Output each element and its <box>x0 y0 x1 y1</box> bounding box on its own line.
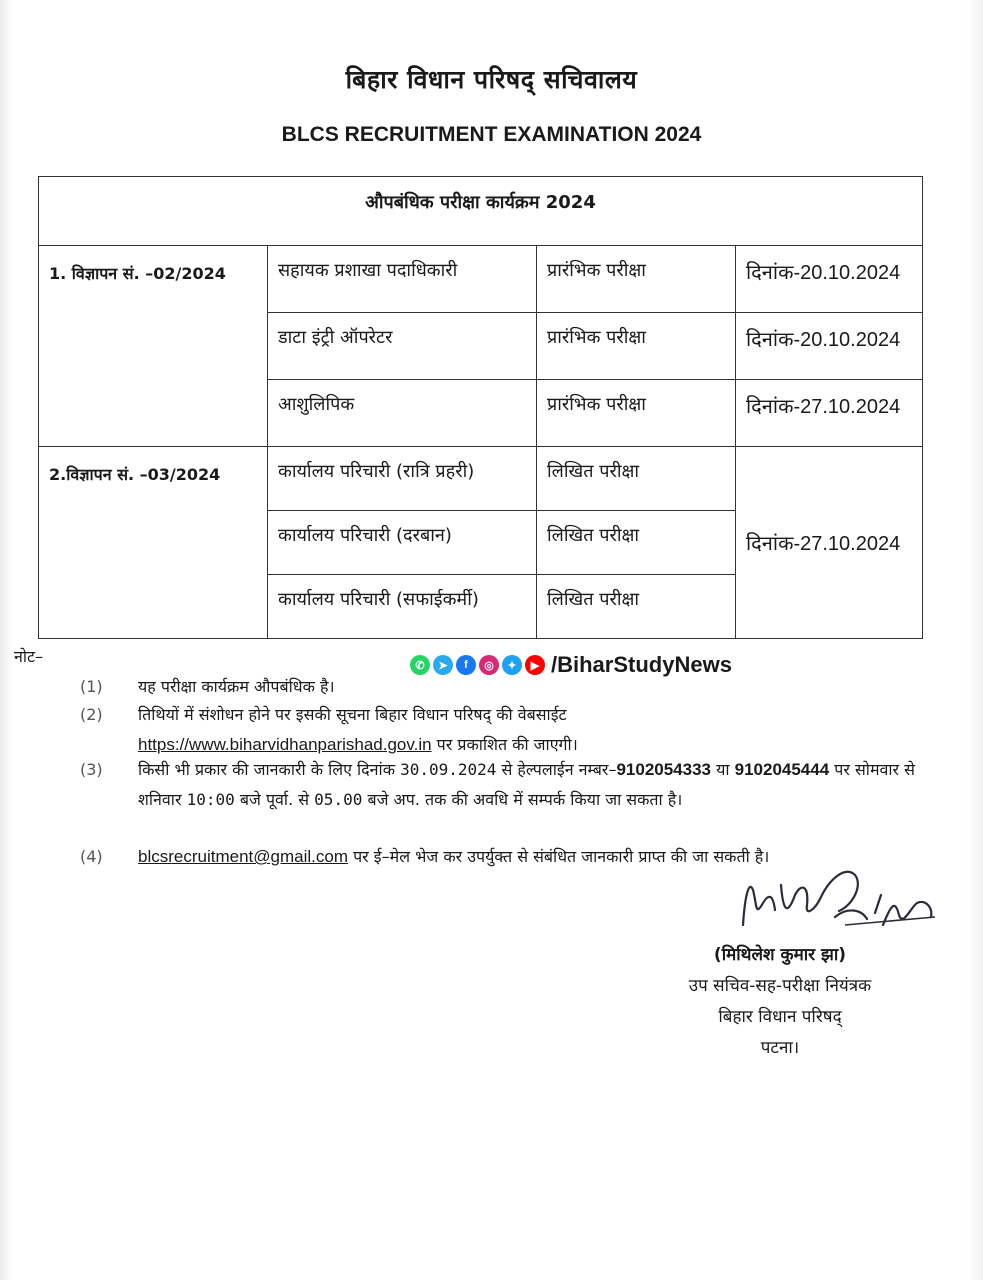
helpline-number: 9102045444 <box>734 760 830 779</box>
note-number: (2) <box>80 705 103 724</box>
post-name: कार्यालय परिचारी (सफाईकर्मी) <box>268 575 537 639</box>
end-time: 05.00 <box>314 790 363 809</box>
exam-type: प्रारंभिक परीक्षा <box>537 246 736 313</box>
signatory-city: पटना। <box>760 1038 800 1058</box>
twitter-icon: ✦ <box>502 655 522 675</box>
advertisement-number: 2.विज्ञापन सं. –03/2024 <box>39 447 268 639</box>
table-title: औपबंधिक परीक्षा कार्यक्रम 2024 <box>39 177 923 246</box>
exam-heading: BLCS RECRUITMENT EXAMINATION 2024 <box>281 123 702 146</box>
start-time: 10:00 <box>186 790 235 809</box>
table-row <box>39 447 923 511</box>
whatsapp-icon: ✆ <box>410 655 430 675</box>
exam-date: दिनांक-27.10.2024 <box>736 447 923 639</box>
telegram-icon: ➤ <box>433 655 453 675</box>
note-text: यह परीक्षा कार्यक्रम औपबंधिक है। <box>138 677 335 696</box>
handwritten-signature <box>735 855 945 945</box>
note-text: तिथियों में संशोधन होने पर इसकी सूचना बिहार विधान परिषद् की वेबसाईट <box>138 705 567 724</box>
exam-type: लिखित परीक्षा <box>537 575 736 639</box>
note-text: पर सोमवार से शनिवार <box>138 760 915 809</box>
note-number: (1) <box>80 677 103 696</box>
office-heading: बिहार विधान परिषद् सचिवालय <box>345 65 638 94</box>
note-item <box>80 755 940 845</box>
exam-type: प्रारंभिक परीक्षा <box>537 313 736 380</box>
exam-type: लिखित परीक्षा <box>537 511 736 575</box>
note-text: बजे अप. तक की अवधि में सम्पर्क किया जा सकता है। <box>367 790 683 809</box>
note-number: (3) <box>80 760 103 779</box>
post-name: आशुलिपिक <box>268 380 537 447</box>
exam-date: दिनांक-20.10.2024 <box>736 246 923 313</box>
note-text: से हेल्पलाईन नम्बर– <box>501 760 617 779</box>
exam-type: लिखित परीक्षा <box>537 447 736 511</box>
exam-date: दिनांक-27.10.2024 <box>736 380 923 447</box>
email-link[interactable]: blcsrecruitment@gmail.com <box>138 847 348 866</box>
signature-block <box>620 940 940 1064</box>
note-text: पर प्रकाशित की जाएगी। <box>436 735 578 754</box>
exam-date: दिनांक-20.10.2024 <box>736 313 923 380</box>
note-text: पर ई–मेल भेज कर उपर्युक्त से संबंधित जानकारी प्राप्त की जा सकती है। <box>353 847 770 866</box>
helpline-number: 9102054333 <box>616 760 711 779</box>
post-name: डाटा इंट्री ऑपरेटर <box>268 313 537 380</box>
youtube-icon: ▶ <box>525 655 545 675</box>
signatory-designation: उप सचिव-सह-परीक्षा नियंत्रक <box>688 976 872 996</box>
signatory-name: (मिथिलेश कुमार झा) <box>713 945 847 965</box>
helpline-date: 30.09.2024 <box>400 760 497 779</box>
post-name: कार्यालय परिचारी (रात्रि प्रहरी) <box>268 447 537 511</box>
signatory-office: बिहार विधान परिषद् <box>718 1007 842 1027</box>
note-text: किसी भी प्रकार की जानकारी के लिए दिनांक <box>138 760 395 779</box>
post-name: कार्यालय परिचारी (दरबान) <box>268 511 537 575</box>
note-text: बजे पूर्वा. से <box>239 790 310 809</box>
note-number: (4) <box>80 847 103 866</box>
exam-schedule-table <box>38 176 923 639</box>
note-label: नोट– <box>14 647 44 666</box>
website-link[interactable]: https://www.biharvidhanparishad.gov.in <box>138 735 432 754</box>
watermark-handle: /BiharStudyNews <box>551 652 732 677</box>
advertisement-number: 1. विज्ञापन सं. –02/2024 <box>39 246 268 447</box>
facebook-icon: f <box>456 655 476 675</box>
table-row <box>39 246 923 313</box>
post-name: सहायक प्रशाखा पदाधिकारी <box>268 246 537 313</box>
exam-type: प्रारंभिक परीक्षा <box>537 380 736 447</box>
note-text: या <box>716 760 730 779</box>
instagram-icon: ◎ <box>479 655 499 675</box>
